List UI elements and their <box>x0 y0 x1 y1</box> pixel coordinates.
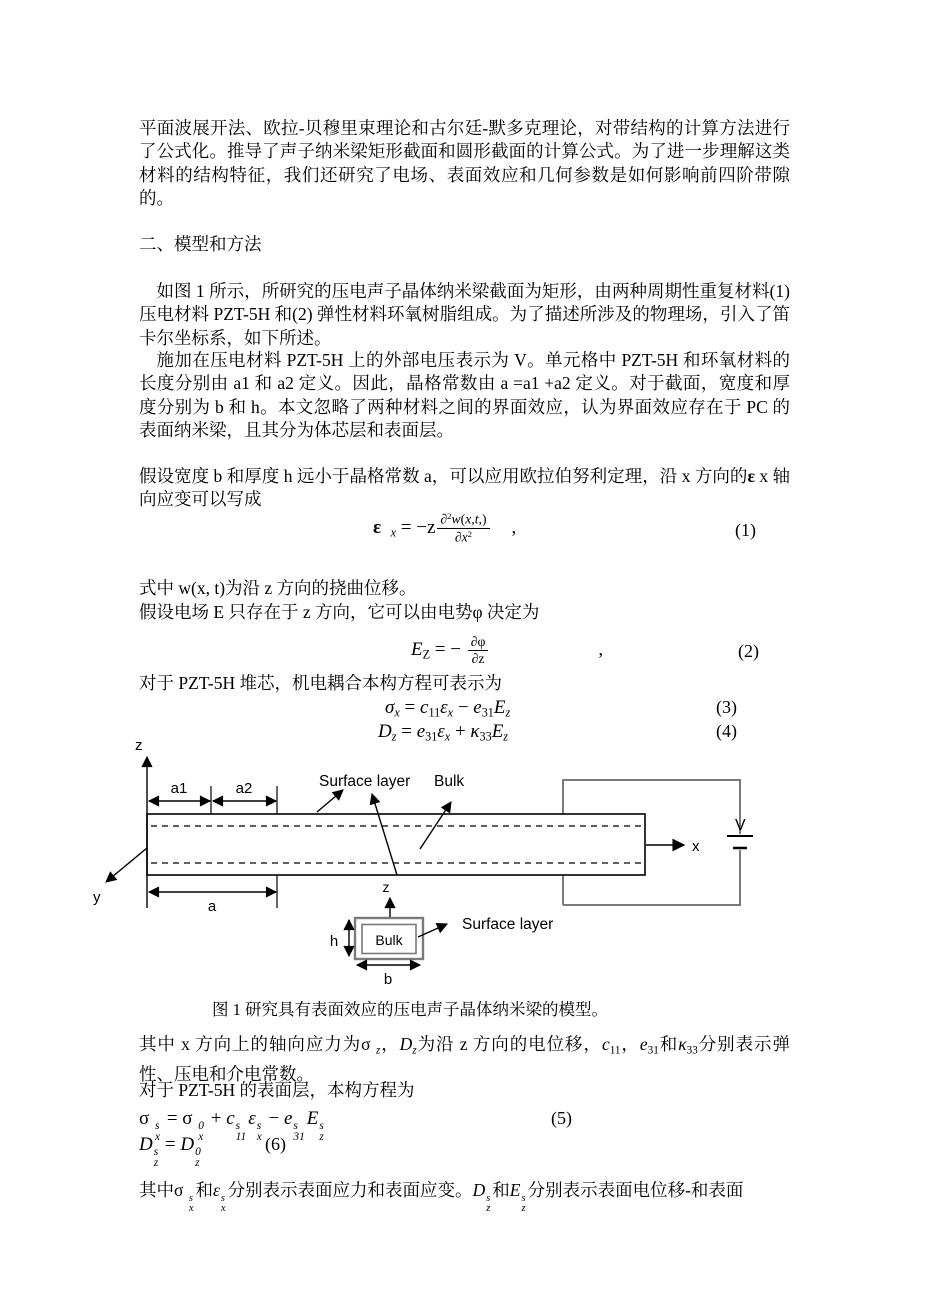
dimension-a1-label: a1 <box>170 780 188 797</box>
paragraph-voltage-lattice: 施加在压电材料 PZT-5H 上的外部电压表示为 V。单元格中 PZT-5H 和环氧材料的长度分别由 a1 和 a2 定义。因此，晶格常数由 a =a1 +a2 定义。对于截面，宽度和厚度分别为 b 和 h。本文忽略了两种材料之间的界面效应，认为界面效应存在于 PC 的表面纳米梁，且其分为体芯层和表面层。 <box>139 350 790 440</box>
paragraph-electric-field: 假设电场 E 只存在于 z 方向，它可以由电势φ 决定为 <box>139 602 540 622</box>
dimension-h-label: h <box>329 933 339 950</box>
equation-6 <box>139 1133 819 1169</box>
paragraph-pzt-core: 对于 PZT-5H 堆芯，机电耦合本构方程可表示为 <box>139 673 502 693</box>
dimension-a-label: a <box>207 898 217 915</box>
equation-2 <box>139 634 925 668</box>
equation-4-body: Dz = e31εx + κ33Ez <box>378 721 509 744</box>
paragraph-deflection: 式中 w(x, t)为沿 z 方向的挠曲位移。 <box>139 578 417 598</box>
equation-6-body: D s z = D 0 z <box>139 1134 201 1170</box>
equation-3-number: (3) <box>716 697 737 717</box>
equation-6-number: (6) <box>265 1134 286 1154</box>
surface-layer-top-label: Surface layer <box>319 773 411 790</box>
z-axis-label: z <box>135 737 143 754</box>
dimension-a2-label: a2 <box>235 780 253 797</box>
cross-section-z-label: z <box>382 879 390 895</box>
figure-1-nanobeam-model <box>85 730 765 992</box>
equation-1 <box>139 511 925 546</box>
paragraph-intro: 平面波展开法、欧拉-贝穆里束理论和古尔廷-默多克理论，对带结构的计算方法进行了公式化。推导了声子纳米梁矩形截面和圆形截面的计算公式。为了进一步理解这类材料的结构特征，我们还研究了电场、表面效应和几何参数是如何影响前四阶带隙的。 <box>139 118 790 208</box>
equation-2-body: EZ = − $\frac{\partial\varphi}{\partial z}$ <box>411 639 490 660</box>
dimension-b-label: b <box>383 971 393 988</box>
section-heading: 二、模型和方法 <box>139 234 262 254</box>
paragraph-euler-bernoulli: 假设宽度 b 和厚度 h 远小于晶格常数 a，可以应用欧拉伯努利定理，沿 x 方向的ε x 轴向应变可以写成 <box>139 466 791 510</box>
paragraph-surface-layer: 对于 PZT-5H 的表面层，本构方程为 <box>139 1080 415 1100</box>
surface-layer-pointer-1 <box>317 790 343 812</box>
x-axis-label: x <box>692 838 700 855</box>
equation-1-body: ε x = −z $\frac{\partial^2w(x,t,)}{\partial x^2}$ <box>373 517 492 538</box>
equation-3-body: σx = c11εx − e31Ez <box>385 697 511 720</box>
paragraph-surface-quantities: 其中σ s x 和ε s x 分别表示表面应力和表面应变。D s z 和E s z 分别表示表面电位移-和表面 <box>139 1180 744 1214</box>
bulk-top-label: Bulk <box>434 773 465 790</box>
y-axis-label: y <box>93 889 101 906</box>
paragraph-model-description: 如图 1 所示，所研究的压电声子晶体纳米梁截面为矩形，由两种周期性重复材料(1)压电材料 PZT-5H 和(2) 弹性材料环氧树脂组成。为了描述所涉及的物理场，引入了笛卡尔坐标系，如下所述。 <box>139 281 790 348</box>
y-axis-arrow <box>106 848 147 882</box>
equation-1-comma: , <box>511 516 517 538</box>
equation-4-number: (4) <box>716 721 737 741</box>
equation-5-number: (5) <box>551 1108 572 1128</box>
paragraph-stress-definitions: 其中 x 方向上的轴向应力为σ z，Dz为沿 z 方向的电位移，c11，e31和κ33分别表示弹性、压电和介电常数。 <box>139 1034 790 1084</box>
cross-section-surface-layer-label: Surface layer <box>462 916 554 933</box>
cross-section-bulk-label: Bulk <box>375 932 403 948</box>
equation-2-comma: , <box>598 639 604 661</box>
beam-outline <box>147 814 645 875</box>
equation-5-body: σ s x = σ 0 x + c s 11 ε s x − e s 31 E s z <box>139 1108 324 1144</box>
figure-caption: 图 1 研究具有表面效应的压电声子晶体纳米梁的模型。 <box>212 1000 608 1019</box>
equation-2-number: (2) <box>738 641 759 661</box>
equation-1-number: (1) <box>735 520 756 540</box>
voltage-label: V <box>735 817 746 834</box>
